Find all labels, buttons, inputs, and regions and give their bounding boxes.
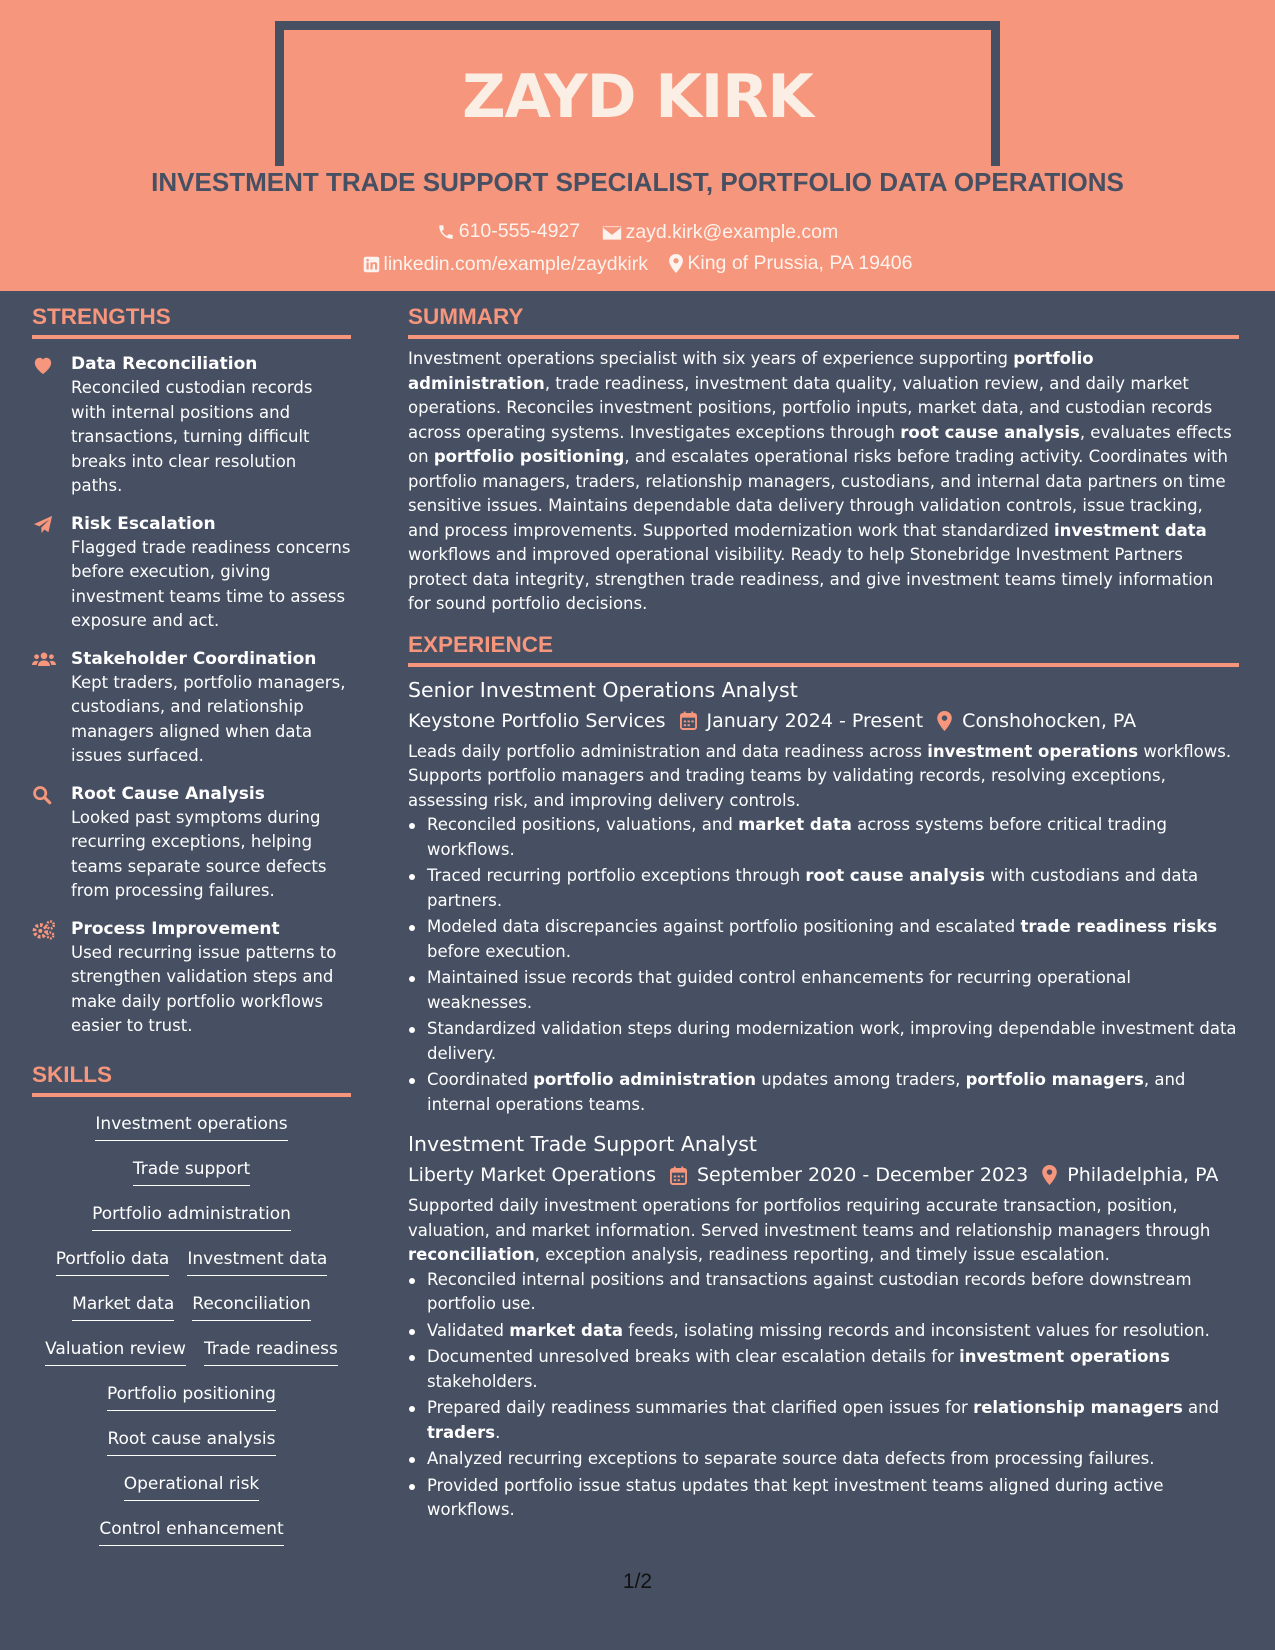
calendar-icon <box>680 711 697 730</box>
strength-title: Process Improvement <box>71 918 280 939</box>
keyword-highlight: market data <box>509 1320 624 1340</box>
page-number: 1/2 <box>622 1570 653 1593</box>
map-pin-icon <box>669 254 683 273</box>
strength-title: Root Cause Analysis <box>71 783 265 804</box>
job-bullet: Documented unresolved breaks with clear escalation details for investment operations stakeholders. <box>408 1345 1239 1394</box>
strength-item <box>32 352 351 499</box>
summary-text: Investment operations specialist with six years of experience supporting portfolio administration, trade readiness, investment data quality, valuation review, and daily market operations. Reconciles investment positions, portfolio inputs, market data, and custodian records across operating systems. Investigates exceptions through root cause analysis, evaluates effects on portfolio positioning, and escalates operational risks before trading activity. Coordinates with portfolio managers, traders, relationship managers, custodians, and internal data partners on time sensitive issues. Maintains dependable data delivery through validation controls, issue tracking, and process improvements. Supported modernization work that standardized investment data workflows and improved operational visibility. Ready to help Stonebridge Investment Partners protect data integrity, strengthen trade readiness, and give investment teams timely information for sound portfolio decisions. <box>408 349 1232 613</box>
job-dates: January 2024 - Present <box>680 705 924 737</box>
keyword-highlight: reconciliation <box>408 1245 535 1264</box>
calendar-icon <box>670 1166 687 1185</box>
map-pin-icon <box>1042 1165 1057 1185</box>
candidate-name: ZAYD KIRK <box>462 62 813 132</box>
heart-icon <box>32 355 54 375</box>
job-company: Liberty Market Operations <box>408 1164 656 1186</box>
strength-item <box>32 647 351 769</box>
strength-description: Kept traders, portfolio managers, custodians, and relationship managers aligned when data issues surfaced. <box>71 672 346 765</box>
skill-tag: Portfolio positioning <box>107 1383 276 1411</box>
skill-tag: Operational risk <box>124 1473 260 1501</box>
strength-description: Looked past symptoms during recurring exceptions, helping teams separate source defects from processing failures. <box>71 807 327 900</box>
job-title: Investment Trade Support Analyst <box>408 1132 757 1156</box>
strength-item <box>32 512 351 634</box>
job-bullet: Provided portfolio issue status updates that kept investment teams aligned during active workflows. <box>408 1474 1239 1523</box>
job-bullet: Reconciled positions, valuations, and market data across systems before critical trading workflows. <box>408 813 1239 862</box>
job-bullet: Traced recurring portfolio exceptions through root cause analysis with custodians and data partners. <box>408 864 1239 913</box>
job-bullet: Standardized validation steps during modernization work, improving dependable investment data delivery. <box>408 1017 1239 1066</box>
skills-list <box>32 1107 351 1557</box>
keyword-highlight: investment operations <box>959 1347 1170 1366</box>
keyword-highlight: trade readiness risks <box>1020 917 1218 936</box>
strength-title: Data Reconciliation <box>71 354 258 374</box>
skills-heading: SKILLS <box>32 1061 351 1097</box>
job-bullets <box>408 1268 1239 1523</box>
skill-row <box>32 1197 351 1242</box>
strength-description: Flagged trade readiness concerns before execution, giving investment teams time to assess exposure and act. <box>71 537 351 630</box>
right-column <box>408 303 1239 1525</box>
skill-tag: Portfolio administration <box>92 1203 291 1231</box>
strength-title: Risk Escalation <box>71 513 216 534</box>
experience-list <box>408 675 1239 1523</box>
skill-row <box>32 1467 351 1512</box>
job-meta <box>408 1159 1239 1191</box>
contact-location <box>669 252 912 275</box>
keyword-highlight: portfolio managers <box>965 1070 1144 1089</box>
job-description: Leads daily portfolio administration and data readiness across investment operations workflows. Supports portfolio managers and trading teams by validating records, resolving exceptions, assessing risk, and improving delivery controls. <box>408 741 1232 810</box>
keyword-highlight: market data <box>738 815 852 834</box>
skill-row <box>32 1377 351 1422</box>
skill-tag: Trade support <box>133 1158 250 1186</box>
job-entry <box>408 1129 1239 1523</box>
job-bullet: Maintained issue records that guided control enhancements for recurring operational weaknesses. <box>408 966 1239 1015</box>
contact-linkedin[interactable] <box>363 253 648 276</box>
gears-icon <box>32 920 54 940</box>
summary-heading: SUMMARY <box>408 303 1239 339</box>
job-entry <box>408 675 1239 1118</box>
skill-tag: Root cause analysis <box>107 1428 275 1456</box>
left-column <box>32 303 351 1557</box>
skill-tag: Trade readiness <box>204 1338 338 1366</box>
email-text: zayd.kirk@example.com <box>625 221 839 243</box>
phone-text: 610-555-4927 <box>458 220 581 242</box>
job-location: Conshohocken, PA <box>937 705 1136 737</box>
location-text: King of Prussia, PA 19406 <box>687 252 913 274</box>
skill-row <box>32 1512 351 1557</box>
job-meta <box>408 705 1239 737</box>
keyword-highlight: portfolio positioning <box>433 447 625 466</box>
skill-tag: Portfolio data <box>56 1248 170 1276</box>
job-company: Keystone Portfolio Services <box>408 709 666 732</box>
keyword-highlight: portfolio administration <box>533 1070 757 1089</box>
skill-tag: Market data <box>72 1293 174 1321</box>
skill-row <box>32 1287 351 1332</box>
skill-row <box>32 1107 351 1152</box>
job-bullet: Modeled data discrepancies against portfolio positioning and escalated trade readiness risks before execution. <box>408 915 1239 964</box>
keyword-highlight: portfolio administration <box>408 349 1094 393</box>
contact-row-1 <box>0 220 1275 247</box>
job-dates: September 2020 - December 2023 <box>670 1159 1028 1191</box>
job-description: Supported daily investment operations for portfolios requiring accurate transaction, position, valuation, and market information. Served investment teams and relationship managers through reconciliation, exception analysis, readiness reporting, and timely issue escalation. <box>408 1196 1211 1264</box>
job-bullet: Validated market data feeds, isolating missing records and inconsistent values for resolution. <box>408 1319 1239 1344</box>
linkedin-text: linkedin.com/example/zaydkirk <box>383 253 648 275</box>
keyword-highlight: root cause analysis <box>900 422 1080 442</box>
strength-description: Reconciled custodian records with internal positions and transactions, turning difficult breaks into clear resolution paths. <box>71 378 313 495</box>
contact-row-2 <box>0 252 1275 279</box>
keyword-highlight: investment operations <box>927 741 1139 761</box>
contact-phone <box>437 220 580 243</box>
skill-row <box>32 1422 351 1467</box>
phone-icon <box>437 223 455 241</box>
keyword-highlight: root cause analysis <box>805 866 986 885</box>
skill-tag: Reconciliation <box>192 1293 311 1321</box>
candidate-role: INVESTMENT TRADE SUPPORT SPECIALIST, PORTFOLIO DATA OPERATIONS <box>151 167 1124 197</box>
job-bullet: Coordinated portfolio administration updates among traders, portfolio managers, and internal operations teams. <box>408 1068 1239 1117</box>
users-icon <box>32 650 54 670</box>
skill-tag: Investment data <box>187 1248 327 1276</box>
strength-item <box>32 917 351 1039</box>
keyword-highlight: relationship managers <box>973 1398 1183 1417</box>
job-bullet: Analyzed recurring exceptions to separate source data defects from processing failures. <box>408 1447 1239 1472</box>
strengths-heading: STRENGTHS <box>32 303 351 339</box>
linkedin-icon <box>363 256 380 273</box>
skill-tag: Investment operations <box>95 1113 287 1141</box>
resume-header <box>0 0 1275 291</box>
envelope-icon <box>602 225 622 241</box>
job-location: Philadelphia, PA <box>1042 1159 1218 1191</box>
keyword-highlight: investment data <box>1054 520 1207 540</box>
skill-row <box>32 1152 351 1197</box>
experience-heading: EXPERIENCE <box>408 631 1239 667</box>
contact-email[interactable] <box>602 221 839 244</box>
skill-row <box>32 1242 351 1287</box>
search-icon <box>32 785 54 805</box>
job-bullet: Prepared daily readiness summaries that clarified open issues for relationship managers and traders. <box>408 1396 1239 1445</box>
paper-plane-icon <box>32 515 54 535</box>
skill-row <box>32 1332 351 1377</box>
strength-item <box>32 782 351 904</box>
skill-tag: Valuation review <box>45 1338 186 1366</box>
skill-tag: Control enhancement <box>99 1518 283 1546</box>
strength-title: Stakeholder Coordination <box>71 648 317 669</box>
job-title: Senior Investment Operations Analyst <box>408 677 798 702</box>
strength-description: Used recurring issue patterns to strengthen validation steps and make daily portfolio workflows easier to trust. <box>71 942 337 1035</box>
job-bullet: Reconciled internal positions and transactions against custodian records before downstream portfolio use. <box>408 1268 1239 1317</box>
keyword-highlight: traders <box>427 1422 496 1442</box>
map-pin-icon <box>937 711 952 731</box>
job-bullets <box>408 813 1239 1117</box>
strengths-list <box>32 352 351 1039</box>
